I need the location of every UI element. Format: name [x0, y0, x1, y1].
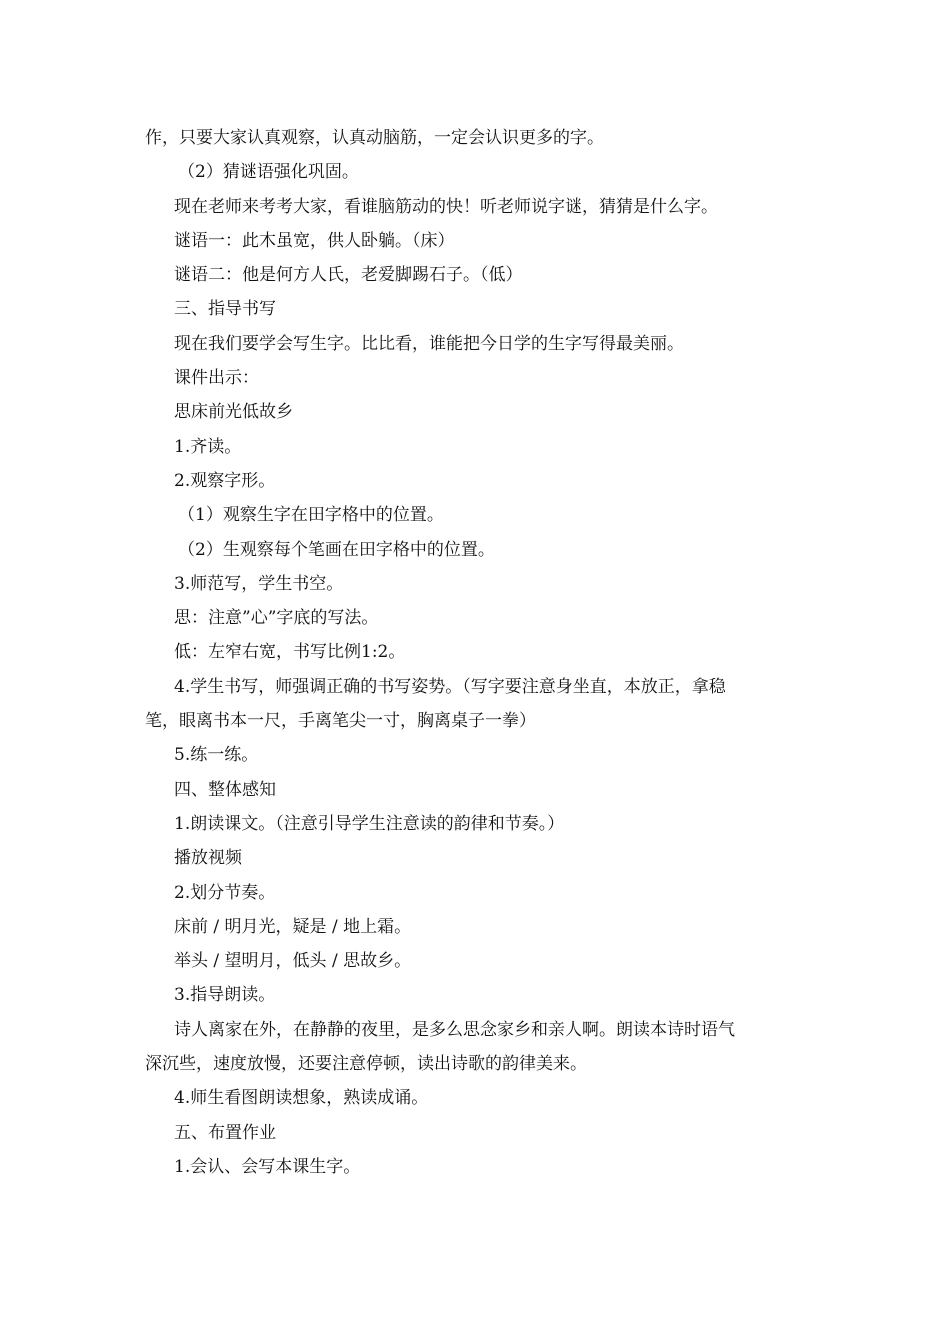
list-item: 1.齐读。 [174, 436, 242, 457]
poem-line: 床前 / 明月光，疑是 / 地上霜。 [174, 916, 412, 937]
list-item: （2）生观察每个笔画在田字格中的位置。 [178, 539, 495, 560]
section-heading: 五、布置作业 [174, 1122, 276, 1143]
list-item: 5.练一练。 [174, 745, 259, 766]
paragraph-line: 播放视频 [174, 848, 242, 869]
list-item: 2.划分节奏。 [174, 882, 276, 903]
paragraph-line: 现在老师来考考大家，看谁脑筋动的快！听老师说字谜，猜猜是什么字。 [174, 196, 718, 217]
section-heading: 三、指导书写 [174, 299, 276, 320]
paragraph-line: 谜语二：他是何方人氏，老爱脚踢石子。（低） [174, 265, 523, 286]
paragraph-line: 谜语一：此木虽宽，供人卧躺。（床） [174, 230, 455, 251]
paragraph-line: 作，只要大家认真观察，认真动脑筋，一定会认识更多的字。 [145, 128, 604, 148]
list-item: 3.指导朗读。 [174, 985, 276, 1006]
document-body [145, 121, 810, 1184]
paragraph-line: 诗人离家在外，在静静的夜里，是多么思念家乡和亲人啊。朗读本诗时语气 [174, 1019, 735, 1040]
list-item: 4.师生看图朗读想象，熟读成诵。 [174, 1088, 429, 1109]
paragraph-line: 思床前光低故乡 [174, 402, 293, 423]
list-item: 4.学生书写，师强调正确的书写姿势。（写字要注意身坐直，本放正，拿稳 [174, 676, 726, 697]
paragraph-line: 低：左窄右宽，书写比例1:2。 [174, 642, 406, 663]
paragraph-line: 课件出示： [174, 368, 259, 389]
list-item: 3.师范写，学生书空。 [174, 573, 344, 594]
paragraph-line: 笔，眼离书本一尺，手离笔尖一寸，胸离桌子一拳） [145, 711, 536, 732]
paragraph-line: 深沉些，速度放慢，还要注意停顿，读出诗歌的韵律美来。 [145, 1054, 587, 1075]
paragraph-line: 现在我们要学会写生字。比比看，谁能把今日学的生字写得最美丽。 [174, 333, 684, 354]
list-item: （1）观察生字在田字格中的位置。 [178, 505, 444, 526]
section-heading: 四、整体感知 [174, 779, 276, 800]
list-item: 1.会认、会写本课生字。 [174, 1156, 361, 1177]
paragraph-line: 思：注意”心”字底的写法。 [174, 608, 379, 629]
paragraph-line: （2）猜谜语强化巩固。 [178, 162, 359, 183]
list-item: 2.观察字形。 [174, 470, 276, 491]
poem-line: 举头 / 望明月，低头 / 思故乡。 [174, 951, 412, 972]
list-item: 1.朗读课文。（注意引导学生注意读的韵律和节奏。） [174, 813, 565, 834]
